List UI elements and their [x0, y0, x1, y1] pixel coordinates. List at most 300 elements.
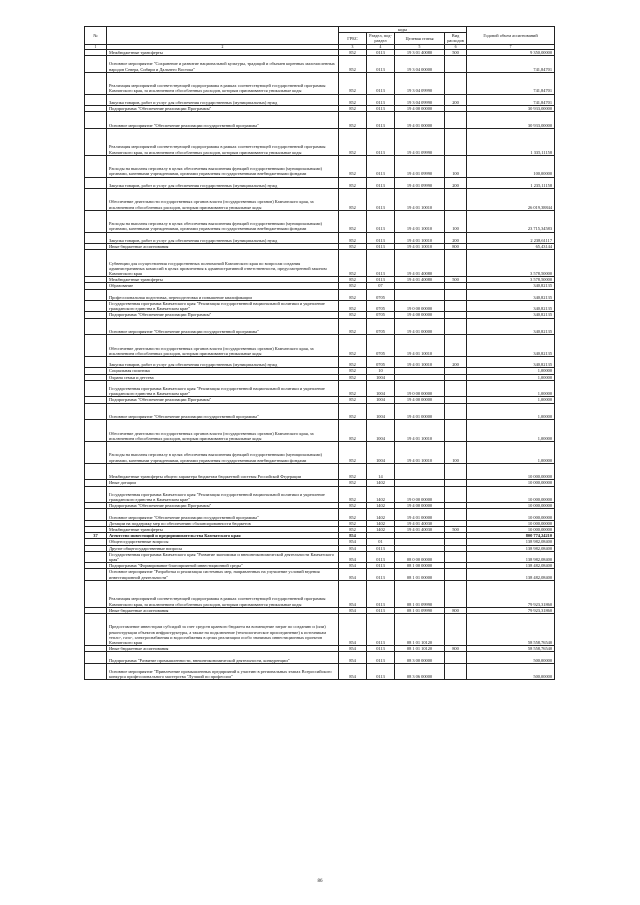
row-vr-cell: 500 [445, 50, 467, 56]
row-sum-cell: 65,43144 [467, 243, 555, 249]
header-codes: коды [339, 27, 467, 33]
row-grbs-cell: 852 [339, 283, 367, 289]
table-row [85, 300, 555, 311]
table-row [85, 652, 555, 663]
table-row [85, 441, 555, 463]
row-razdel-cell: 0113 [367, 250, 395, 277]
row-name-cell: Подпрограмма "Обеспечение реализации Программы" [107, 503, 339, 509]
row-vr-cell: 500 [445, 526, 467, 532]
row-number-cell [85, 210, 107, 232]
row-name-cell: Обеспечение деятельности государственных органов власти (государственных органов) Камчатского края, за исключением обособленных расходов, которым присваиваются уникальные коды [107, 188, 339, 210]
row-sum-cell: 1,00000 [467, 441, 555, 463]
row-grbs-cell: 852 [339, 312, 367, 318]
row-cs-cell: 08 0 00 00000 [395, 551, 445, 562]
row-number-cell [85, 112, 107, 129]
row-cs-cell: 08 1 01 09990 [395, 607, 445, 613]
row-cs-cell: 08 1 01 00000 [395, 569, 445, 580]
row-sum-cell: 741,84701 [467, 72, 555, 94]
table-row [85, 318, 555, 335]
row-number-cell [85, 155, 107, 177]
row-grbs-cell: 852 [339, 335, 367, 357]
row-grbs-cell: 854 [339, 545, 367, 551]
row-cs-cell: 19 4 01 00000 [395, 112, 445, 129]
row-razdel-cell: 0113 [367, 72, 395, 94]
row-cs-cell: 19 4 01 10010 [395, 232, 445, 243]
row-razdel-cell: 0113 [367, 94, 395, 105]
row-razdel-cell: 0705 [367, 318, 395, 335]
row-cs-cell: 19 4 00 00000 [395, 397, 445, 403]
row-sum-cell: 138 982,08400 [467, 551, 555, 562]
row-cs-cell: 08 3 06 00000 [395, 663, 445, 680]
row-razdel-cell: 0113 [367, 112, 395, 129]
row-cs-cell: 19 4 01 00000 [395, 318, 445, 335]
row-name-cell: Иные дотации [107, 480, 339, 486]
row-razdel-cell: 1004 [367, 403, 395, 420]
col-number: 4 [367, 44, 395, 49]
col-number: 7 [467, 44, 555, 49]
row-name-cell: Основное мероприятие "Привлечение промышленных предприятий к участию в региональных этапах Всероссийского конкурса профессионального мастерства "Лучший по профессии" [107, 663, 339, 680]
table-row [85, 463, 555, 480]
row-cs-cell: 19 0 00 00000 [395, 300, 445, 311]
row-razdel-cell: 0113 [367, 545, 395, 551]
header-name [107, 27, 339, 45]
row-number-cell [85, 509, 107, 520]
row-grbs-cell: 852 [339, 94, 367, 105]
row-number-cell [85, 403, 107, 420]
row-cs-cell: 19 4 01 40080 [395, 277, 445, 283]
row-vr-cell [445, 72, 467, 94]
table-row [85, 509, 555, 520]
row-grbs-cell: 852 [339, 56, 367, 73]
row-name-cell: Субвенции для осуществления государственных полномочий Камчатского края по вопросам создания административных комиссий в целях привлечения к административной ответственности, предусмотренной законом Камчатского края [107, 250, 339, 277]
row-razdel-cell: 01 [367, 539, 395, 545]
row-sum-cell: 500,00000 [467, 663, 555, 680]
table-row [85, 551, 555, 562]
col-number: 2 [107, 44, 339, 49]
row-sum-cell: 3 578,50000 [467, 250, 555, 277]
row-razdel-cell: 1402 [367, 503, 395, 509]
row-sum-cell: 10 000,00000 [467, 503, 555, 509]
row-name-cell: Иные бюджетные ассигнования [107, 243, 339, 249]
row-name-cell: Расходы на выплаты персоналу в целях обеспечения выполнения функций государственными (муниципальными) органами, казенными учреждениями, органами управления государственными внебюджетными фондами [107, 210, 339, 232]
table-row [85, 112, 555, 129]
row-razdel-cell: 07 [367, 283, 395, 289]
row-cs-cell [395, 289, 445, 300]
row-name-cell: Основное мероприятие "Разработка и реализация системных мер, направленных на улучшение условий ведения инвестиционной деятельности" [107, 569, 339, 580]
row-name-cell: Подпрограмма "Обеспечение реализации Программы" [107, 397, 339, 403]
row-grbs-cell: 852 [339, 380, 367, 397]
header-num: № [85, 27, 107, 45]
row-cs-cell: 19 0 00 00000 [395, 380, 445, 397]
row-sum-cell: 3 578,50000 [467, 277, 555, 283]
page-number: 86 [317, 879, 323, 884]
row-cs-cell: 19 4 01 10010 [395, 210, 445, 232]
row-razdel-cell: 0113 [367, 232, 395, 243]
row-razdel-cell: 1004 [367, 380, 395, 397]
row-name-cell: Закупка товаров, работ и услуг для обеспечения государственных (муниципальных) нужд [107, 232, 339, 243]
row-sum-cell: 10 000,00000 [467, 463, 555, 480]
row-sum-cell: 10 000,00000 [467, 486, 555, 503]
row-grbs-cell: 854 [339, 563, 367, 569]
row-sum-cell: 1,00000 [467, 380, 555, 397]
row-grbs-cell: 852 [339, 177, 367, 188]
row-razdel-cell: 1004 [367, 420, 395, 442]
row-grbs-cell: 852 [339, 72, 367, 94]
row-name-cell: Основное мероприятие "Обеспечение реализации государственной программы" [107, 509, 339, 520]
row-number-cell [85, 580, 107, 607]
row-sum-cell: 340,82135 [467, 318, 555, 335]
row-grbs-cell: 852 [339, 210, 367, 232]
row-sum-cell: 30 933,00000 [467, 112, 555, 129]
row-cs-cell: 08 1 01 09990 [395, 580, 445, 607]
row-razdel-cell: 0113 [367, 580, 395, 607]
row-grbs-cell: 854 [339, 652, 367, 663]
row-razdel-cell: 14 [367, 463, 395, 480]
row-name-cell: Дотации на поддержку мер по обеспечению сбалансированности бюджетов [107, 520, 339, 526]
row-sum-cell: 10 000,00000 [467, 480, 555, 486]
row-razdel-cell: 0113 [367, 646, 395, 652]
budget-table [84, 26, 555, 680]
row-vr-cell: 800 [445, 646, 467, 652]
row-grbs-cell: 854 [339, 613, 367, 645]
row-name-cell: Государственная программа Камчатского края "Реализация государственной национальной политики и укрепление гражданского единства в Камчатском крае" [107, 486, 339, 503]
row-name-cell: Закупка товаров, работ и услуг для обеспечения государственных (муниципальных) нужд [107, 356, 339, 367]
row-grbs-cell: 852 [339, 397, 367, 403]
row-cs-cell: 19 3 01 40080 [395, 50, 445, 56]
row-vr-cell [445, 403, 467, 420]
row-grbs-cell: 854 [339, 539, 367, 545]
row-cs-cell: 19 3 04 09990 [395, 94, 445, 105]
row-name-cell: Охрана семьи и детства [107, 374, 339, 380]
row-vr-cell [445, 420, 467, 442]
row-sum-cell: 100,00000 [467, 155, 555, 177]
row-razdel-cell: 0705 [367, 335, 395, 357]
row-cs-cell: 19 0 00 00000 [395, 486, 445, 503]
row-number-cell [85, 72, 107, 94]
row-grbs-cell: 852 [339, 300, 367, 311]
row-razdel-cell: 0705 [367, 300, 395, 311]
row-grbs-cell: 852 [339, 155, 367, 177]
row-vr-cell [445, 551, 467, 562]
table-row [85, 72, 555, 94]
row-grbs-cell: 852 [339, 188, 367, 210]
row-sum-cell: 58 558,76540 [467, 613, 555, 645]
row-name-cell: Другие общегосударственные вопросы [107, 545, 339, 551]
row-grbs-cell: 852 [339, 318, 367, 335]
row-razdel-cell: 10 [367, 368, 395, 374]
row-name-cell: Реализация мероприятий соответствующей подпрограммы в рамках соответствующей государственной программы Камчатского края, за исключением обособленных расходов, которым присваиваются уникальные коды [107, 580, 339, 607]
row-grbs-cell: 852 [339, 106, 367, 112]
row-sum-cell: 741,84701 [467, 56, 555, 73]
header-row-1 [85, 27, 555, 33]
row-razdel-cell: 0113 [367, 106, 395, 112]
row-razdel-cell: 1402 [367, 480, 395, 486]
row-number-cell [85, 289, 107, 300]
row-sum-cell: 340,82135 [467, 312, 555, 318]
row-vr-cell: 800 [445, 607, 467, 613]
col-number: 5 [395, 44, 445, 49]
row-cs-cell: 19 4 01 09990 [395, 155, 445, 177]
row-vr-cell [445, 613, 467, 645]
col-number: 1 [85, 44, 107, 49]
row-sum-cell: 340,82135 [467, 289, 555, 300]
row-name-cell: Иные бюджетные ассигнования [107, 607, 339, 613]
table-row [85, 250, 555, 277]
table-row [85, 155, 555, 177]
row-cs-cell: 19 4 01 10010 [395, 188, 445, 210]
row-razdel-cell: 0113 [367, 56, 395, 73]
row-razdel-cell: 0113 [367, 128, 395, 155]
row-grbs-cell: 852 [339, 250, 367, 277]
row-name-cell: Государственная программа Камчатского края "Развитие экономики и внешнеэкономической деятельности Камчатского края" [107, 551, 339, 562]
row-cs-cell: 19 4 00 00000 [395, 106, 445, 112]
row-grbs-cell: 852 [339, 374, 367, 380]
row-grbs-cell: 852 [339, 526, 367, 532]
row-sum-cell: 1,00000 [467, 420, 555, 442]
table-row [85, 663, 555, 680]
row-vr-cell [445, 663, 467, 680]
header-cs: Целевая статья [395, 33, 445, 44]
row-number-cell [85, 486, 107, 503]
table-row [85, 356, 555, 367]
row-cs-cell: 19 4 00 00000 [395, 503, 445, 509]
row-razdel-cell: 1402 [367, 520, 395, 526]
row-cs-cell: 08 1 01 10120 [395, 646, 445, 652]
row-cs-cell: 19 4 01 10010 [395, 441, 445, 463]
row-razdel-cell: 0113 [367, 652, 395, 663]
row-name-cell: Подпрограмма "Развитие промышленности, внешнеэкономической деятельности, конкуренции" [107, 652, 339, 663]
row-vr-cell [445, 56, 467, 73]
row-cs-cell: 19 4 01 10010 [395, 420, 445, 442]
row-name-cell: Основное мероприятие "Обеспечение реализации государственной программы" [107, 112, 339, 129]
row-vr-cell [445, 509, 467, 520]
row-razdel-cell: 0705 [367, 289, 395, 300]
row-vr-cell [445, 652, 467, 663]
row-cs-cell: 19 4 01 10010 [395, 243, 445, 249]
row-razdel-cell: 0113 [367, 569, 395, 580]
row-grbs-cell: 854 [339, 569, 367, 580]
row-grbs-cell: 854 [339, 607, 367, 613]
row-cs-cell: 19 4 01 00000 [395, 403, 445, 420]
row-sum-cell: 10 000,00000 [467, 509, 555, 520]
row-name-cell: Обеспечение деятельности государственных органов власти (государственных органов) Камчатского края, за исключением обособленных расходов, которым присваиваются уникальные коды [107, 335, 339, 357]
row-cs-cell: 08 1 00 00000 [395, 563, 445, 569]
row-number-cell [85, 663, 107, 680]
row-grbs-cell: 852 [339, 509, 367, 520]
row-sum-cell: 138 482,08400 [467, 569, 555, 580]
row-vr-cell [445, 318, 467, 335]
row-sum-cell: 23 715,34583 [467, 210, 555, 232]
row-vr-cell: 200 [445, 232, 467, 243]
row-name-cell: Государственная программа Камчатского края "Реализация государственной национальной политики и укрепление гражданского единства в Камчатском крае" [107, 380, 339, 397]
row-grbs-cell: 852 [339, 520, 367, 526]
row-name-cell: Межбюджетные трансферты [107, 50, 339, 56]
row-razdel-cell: 0113 [367, 177, 395, 188]
row-vr-cell [445, 128, 467, 155]
col-number: 3 [339, 44, 367, 49]
row-razdel-cell: 0113 [367, 188, 395, 210]
table-row [85, 580, 555, 607]
row-name-cell: Закупка товаров, работ и услуг для обеспечения государственных (муниципальных) нужд [107, 94, 339, 105]
row-name-cell: Предоставление инвесторам субсидий за счет средств краевого бюджета на возмещение затрат по созданию и (или) реконструкции объектов инфраструктуры, а также на подключение (технологическое присоединение) к источникам тепло-, газо-, электроснабжения и водоснабжения в целях реализации особо значимых инвестиционных проектов Камчатского края [107, 613, 339, 645]
row-name-cell: Подпрограмма "Формирование благоприятной инвестиционной среды" [107, 563, 339, 569]
row-name-cell: Реализация мероприятий соответствующей подпрограммы в рамках соответствующей государственной программы Камчатского края, за исключением обособленных расходов, которым присваиваются уникальные коды [107, 72, 339, 94]
table-row [85, 94, 555, 105]
table-row [85, 380, 555, 397]
row-grbs-cell: 852 [339, 503, 367, 509]
row-vr-cell: 100 [445, 210, 467, 232]
row-razdel-cell: 1004 [367, 441, 395, 463]
row-name-cell: Реализация мероприятий соответствующей подпрограммы в рамках соответствующей государственной программы Камчатского края, за исключением обособленных расходов, которым присваиваются уникальные коды [107, 128, 339, 155]
row-sum-cell: 1 235,11158 [467, 177, 555, 188]
table-row [85, 335, 555, 357]
row-number-cell: 37 [85, 533, 107, 539]
row-name-cell: Подпрограмма "Обеспечение реализации Программы" [107, 312, 339, 318]
table-row [85, 128, 555, 155]
row-number-cell [85, 463, 107, 480]
row-number-cell [85, 335, 107, 357]
row-vr-cell [445, 486, 467, 503]
row-sum-cell: 340,82135 [467, 300, 555, 311]
row-cs-cell: 19 4 01 40030 [395, 520, 445, 526]
row-cs-cell: 19 4 01 40030 [395, 526, 445, 532]
row-grbs-cell: 852 [339, 463, 367, 480]
row-razdel-cell: 0113 [367, 50, 395, 56]
row-number-cell [85, 441, 107, 463]
row-name-cell: Основное мероприятие "Обеспечение реализации государственной программы" [107, 318, 339, 335]
row-name-cell: Иные бюджетные ассигнования [107, 646, 339, 652]
row-grbs-cell: 854 [339, 551, 367, 562]
table-row [85, 210, 555, 232]
row-cs-cell: 08 3 00 00000 [395, 652, 445, 663]
table-row [85, 420, 555, 442]
header-vr: Вид расходов [445, 33, 467, 44]
row-razdel-cell: 0113 [367, 563, 395, 569]
row-cs-cell: 19 4 00 00000 [395, 312, 445, 318]
row-vr-cell [445, 289, 467, 300]
row-name-cell: Обеспечение деятельности государственных органов власти (государственных органов) Камчатского края, за исключением обособленных расходов, которым присваиваются уникальные коды [107, 420, 339, 442]
row-sum-cell: 1 335,11158 [467, 128, 555, 155]
row-name-cell: Межбюджетные трансферты общего характера бюджетам бюджетной системы Российской Федерации [107, 463, 339, 480]
row-number-cell [85, 232, 107, 243]
row-grbs-cell: 852 [339, 441, 367, 463]
row-vr-cell [445, 250, 467, 277]
row-vr-cell: 200 [445, 177, 467, 188]
row-sum-cell: 741,84701 [467, 94, 555, 105]
row-vr-cell: 100 [445, 441, 467, 463]
header-sum: Годовой объем ассигнований [467, 27, 555, 45]
table-row [85, 569, 555, 580]
row-sum-cell: 138 982,08400 [467, 545, 555, 551]
row-number-cell [85, 250, 107, 277]
table-body [85, 50, 555, 680]
row-grbs-cell: 852 [339, 112, 367, 129]
row-razdel-cell: 0705 [367, 312, 395, 318]
row-vr-cell [445, 569, 467, 580]
row-name-cell: Образование [107, 283, 339, 289]
row-grbs-cell: 854 [339, 663, 367, 680]
row-cs-cell: 19 3 04 00000 [395, 56, 445, 73]
row-name-cell: Расходы на выплаты персоналу в целях обеспечения выполнения функций государственными (муниципальными) органами, казенными учреждениями, органами управления государственными внебюджетными фондами [107, 155, 339, 177]
row-sum-cell: 1,00000 [467, 403, 555, 420]
row-cs-cell: 19 4 01 10010 [395, 335, 445, 357]
row-grbs-cell: 852 [339, 486, 367, 503]
table-row [85, 289, 555, 300]
row-razdel-cell: 0113 [367, 551, 395, 562]
row-sum-cell: 79 923,31860 [467, 607, 555, 613]
row-name-cell: Государственная программа Камчатского края "Реализация государственной национальной политики и укрепление гражданского единства в Камчатском крае" [107, 300, 339, 311]
table-row [85, 232, 555, 243]
row-number-cell [85, 128, 107, 155]
row-sum-cell: 138 982,08400 [467, 539, 555, 545]
row-razdel-cell: 0705 [367, 356, 395, 367]
row-name-cell: Общегосударственные вопросы [107, 539, 339, 545]
row-number-cell [85, 94, 107, 105]
row-grbs-cell: 852 [339, 289, 367, 300]
row-razdel-cell: 1402 [367, 486, 395, 503]
row-number-cell [85, 613, 107, 645]
table-row [85, 188, 555, 210]
row-razdel-cell: 1004 [367, 397, 395, 403]
row-grbs-cell: 854 [339, 646, 367, 652]
row-vr-cell: 200 [445, 356, 467, 367]
row-cs-cell: 19 4 01 40080 [395, 250, 445, 277]
row-razdel-cell: 0113 [367, 210, 395, 232]
row-cs-cell: 19 4 01 09990 [395, 177, 445, 188]
row-number-cell [85, 551, 107, 562]
row-cs-cell: 19 4 01 09990 [395, 128, 445, 155]
row-razdel-cell: 0113 [367, 613, 395, 645]
table-row [85, 56, 555, 73]
row-sum-cell: 138 482,08400 [467, 563, 555, 569]
row-cs-cell [395, 463, 445, 480]
row-sum-cell: 30 933,00000 [467, 106, 555, 112]
row-razdel-cell: 1004 [367, 374, 395, 380]
row-number-cell [85, 652, 107, 663]
row-number-cell [85, 177, 107, 188]
row-sum-cell: 26 019,38844 [467, 188, 555, 210]
row-number-cell [85, 356, 107, 367]
row-cs-cell: 19 3 04 09990 [395, 72, 445, 94]
row-grbs-cell: 852 [339, 368, 367, 374]
table-row [85, 613, 555, 645]
row-vr-cell [445, 188, 467, 210]
table-row [85, 177, 555, 188]
row-cs-cell: 19 4 01 10010 [395, 356, 445, 367]
header-grbs: ГРБС [339, 33, 367, 44]
row-vr-cell [445, 112, 467, 129]
row-grbs-cell: 852 [339, 128, 367, 155]
row-name-cell: Закупка товаров, работ и услуг для обеспечения государственных (муниципальных) нужд [107, 177, 339, 188]
row-number-cell [85, 188, 107, 210]
row-sum-cell: 79 923,31860 [467, 580, 555, 607]
row-name-cell: Межбюджетные трансферты [107, 526, 339, 532]
row-cs-cell: 08 1 01 10120 [395, 613, 445, 645]
row-sum-cell: 1,00000 [467, 397, 555, 403]
row-razdel-cell: 0113 [367, 663, 395, 680]
row-number-cell [85, 569, 107, 580]
row-sum-cell: 340,82135 [467, 283, 555, 289]
row-sum-cell: 9 350,00000 [467, 50, 555, 56]
row-name-cell: Социальная политика [107, 368, 339, 374]
row-razdel-cell: 0113 [367, 277, 395, 283]
row-vr-cell: 500 [445, 277, 467, 283]
table-row [85, 486, 555, 503]
row-name-cell: Профессиональная подготовка, переподготовка и повышение квалификации [107, 289, 339, 300]
row-name-cell: Основное мероприятие "Обеспечение реализации государственной программы" [107, 403, 339, 420]
col-number: 6 [445, 44, 467, 49]
row-razdel-cell: 0113 [367, 243, 395, 249]
